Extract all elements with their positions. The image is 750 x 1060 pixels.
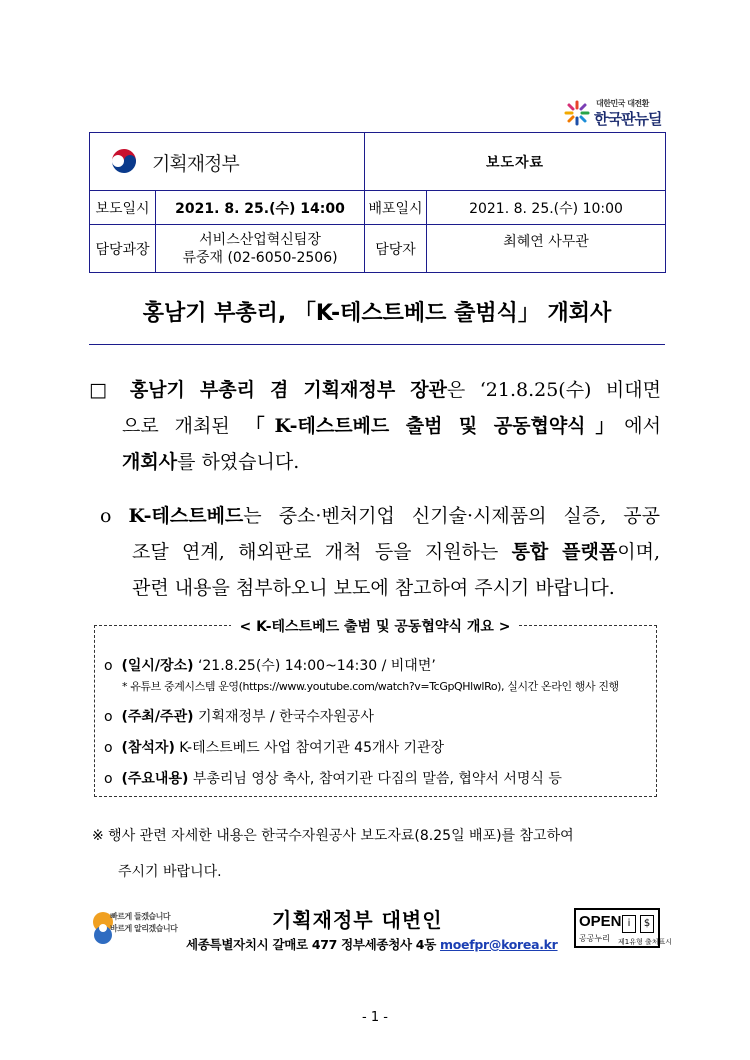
distribution-date: 2021. 8. 25.(수) 10:00 bbox=[427, 191, 666, 225]
manager-label: 담당자 bbox=[365, 225, 427, 273]
release-date: 2021. 8. 25.(수) 14:00 bbox=[156, 191, 365, 225]
item-bullet: o bbox=[104, 658, 113, 674]
open-sub-label: 공공누리 bbox=[579, 934, 610, 943]
circle-bullet: o bbox=[100, 505, 129, 527]
item-label: (주요내용) bbox=[121, 771, 189, 787]
item-text: 기획재정부 / 한국수자원공사 bbox=[193, 709, 374, 725]
slogan-line-1: 빠르게 들겠습니다 bbox=[110, 912, 171, 921]
dept-title: 서비스산업혁신팀장 bbox=[199, 231, 321, 248]
attribution-icon: i bbox=[622, 915, 636, 933]
platform-term: 통합 플랫폼 bbox=[511, 541, 618, 563]
overview-item bbox=[104, 737, 444, 757]
item-bullet: o bbox=[104, 771, 113, 787]
distribution-label: 배포일시 bbox=[365, 191, 427, 225]
paragraph-main-line-2 bbox=[89, 408, 661, 444]
paragraph-text: 이며, bbox=[617, 541, 660, 563]
paragraph-text: 는 중소·벤처기업 신기술·시제품의 실증, 공공 bbox=[243, 505, 660, 527]
item-label: (참석자) bbox=[121, 740, 175, 756]
minister-name: 홍남기 부총리 겸 기획재정부 장관 bbox=[129, 379, 447, 401]
commercial-use-icon: $ bbox=[640, 915, 654, 933]
open-label: OPEN bbox=[579, 913, 622, 930]
slogan-logo bbox=[92, 907, 178, 949]
slogan-line-2: 바르게 알리겠습니다 bbox=[110, 924, 178, 933]
overview-item bbox=[104, 655, 436, 675]
spokesperson-address bbox=[186, 935, 558, 953]
paragraph-main bbox=[89, 372, 661, 480]
spokesperson-title: 기획재정부 대변인 bbox=[272, 908, 443, 932]
item-bullet: o bbox=[104, 709, 113, 725]
headline: 홍남기 부총리, 「K-테스트베드 출범식」 개회사 bbox=[142, 301, 612, 326]
paragraph-text: 조달 연계, 해외판로 개척 등을 지원하는 bbox=[132, 541, 512, 563]
item-label: (일시/장소) bbox=[121, 658, 194, 674]
paragraph-sub bbox=[100, 498, 660, 606]
overview-item bbox=[104, 706, 374, 726]
reference-note-line-1: ※ 행사 관련 자세한 내용은 한국수자원공사 보도자료(8.25일 배포)를 참고하여 bbox=[92, 828, 574, 844]
new-deal-burst-icon bbox=[564, 100, 590, 126]
dept-info bbox=[156, 225, 365, 273]
korean-new-deal-logo bbox=[562, 96, 662, 132]
square-bullet: □ bbox=[89, 379, 130, 401]
open-type-label: 제1유형 출처표시 bbox=[618, 938, 673, 946]
ministry-name: 기획재정부 bbox=[152, 153, 239, 175]
paragraph-text: 를 하였습니다. bbox=[177, 451, 300, 473]
overview-title-text: < K-테스트베드 출범 및 공동협약식 개요 > bbox=[231, 619, 518, 635]
ministry-logo-cell bbox=[90, 133, 365, 191]
dept-label: 담당과장 bbox=[90, 225, 156, 273]
paragraph-main-line-1 bbox=[89, 372, 661, 408]
new-deal-name: 한국판뉴딜 bbox=[594, 110, 662, 128]
reference-note-line-2: 주시기 바랍니다. bbox=[118, 864, 222, 880]
testbed-name: K-테스트베드 bbox=[128, 505, 244, 527]
paragraph-sub-line-1 bbox=[100, 498, 660, 534]
kogl-open-badge bbox=[574, 908, 673, 948]
dept-contact: 류중재 (02-6050-2506) bbox=[182, 249, 338, 266]
headline-divider bbox=[89, 344, 665, 345]
item-label: (주최/주관) bbox=[121, 709, 194, 725]
item-text: K-테스트베드 사업 참여기관 45개사 기관장 bbox=[174, 740, 445, 756]
paragraph-text: 에서 bbox=[624, 415, 661, 437]
new-deal-tagline: 대한민국 대전환 bbox=[596, 99, 649, 108]
item-text: ‘21.8.25(수) 14:00~14:30 / 비대면’ bbox=[193, 658, 436, 674]
paragraph-sub-line-3: 관련 내용을 첨부하오니 보도에 참고하여 주시기 바랍니다. bbox=[132, 577, 615, 599]
header-table bbox=[89, 132, 666, 273]
email-link[interactable]: moefpr@korea.kr bbox=[440, 937, 558, 952]
page-number: - 1 - bbox=[362, 1010, 388, 1025]
taegeuk-emblem-icon bbox=[108, 145, 140, 177]
paragraph-text: 으로 개최된 bbox=[122, 415, 246, 437]
paragraph-main-line-3 bbox=[89, 444, 661, 480]
paragraph-sub-line-2 bbox=[100, 534, 660, 570]
overview-item bbox=[104, 768, 562, 788]
paragraph-text: 은 ‘21.8.25(수) 비대면 bbox=[446, 379, 661, 401]
youtube-note: * 유튜브 중계시스템 운영(https://www.youtube.com/watch?v=TcGpQHlwlRo), 실시간 온라인 행사 진행 bbox=[122, 680, 619, 693]
event-name: 「K-테스트베드 출범 및 공동협약식」 bbox=[245, 415, 625, 437]
doc-type-title: 보도자료 bbox=[365, 133, 666, 191]
manager-value: 최혜연 사무관 bbox=[427, 225, 666, 273]
speech-type: 개회사 bbox=[122, 451, 178, 473]
item-bullet: o bbox=[104, 740, 113, 756]
release-label: 보도일시 bbox=[90, 191, 156, 225]
address-text: 세종특별자치시 갈매로 477 정부세종청사 4동 bbox=[186, 937, 441, 952]
overview-title bbox=[0, 616, 750, 636]
item-text: 부총리님 영상 축사, 참여기관 다짐의 말씀, 협약서 서명식 등 bbox=[188, 771, 562, 787]
